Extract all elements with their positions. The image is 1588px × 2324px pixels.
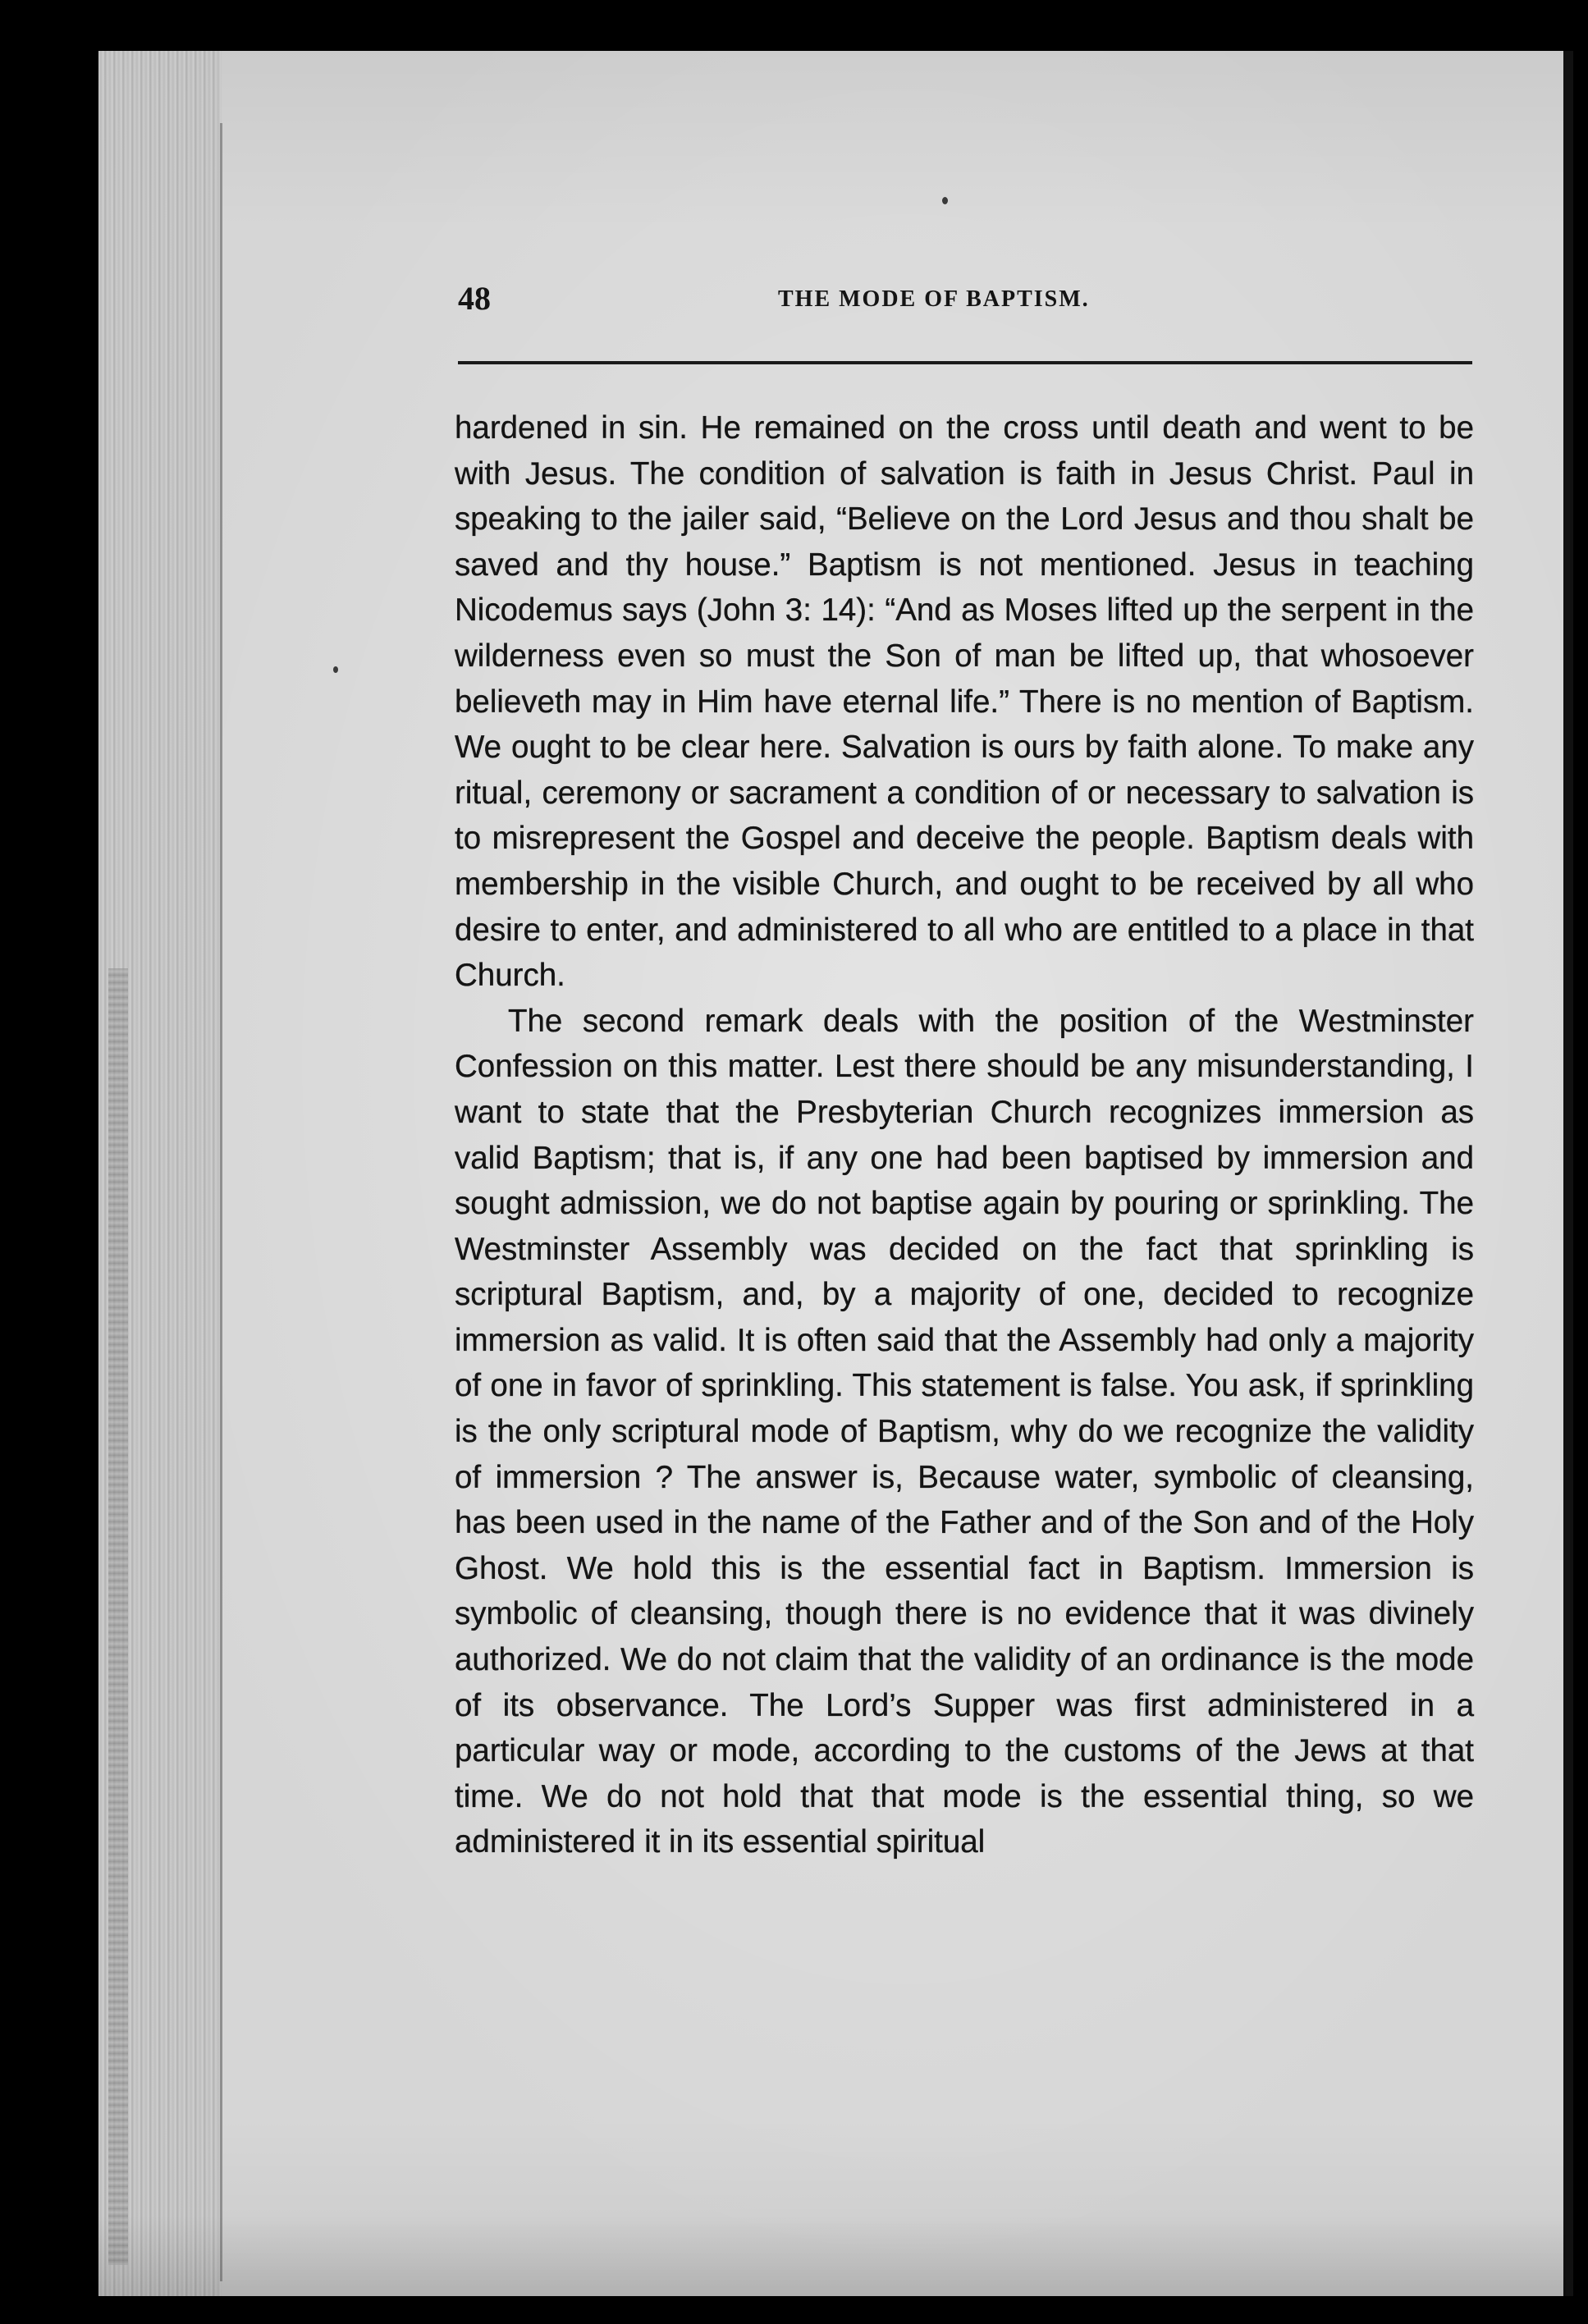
right-edge-shadow (1563, 51, 1573, 2296)
running-head (458, 279, 1472, 323)
page-edge-shadow (108, 968, 128, 2265)
paragraph: hardened in sin. He remained on the cross until death and went to be with Jesus. The condition of salvation is faith in Jesus Christ. Paul in speaking to the jailer said, “Believe on the Lord Jesus and thou shalt be saved and thy house.” Baptism is not mentioned. Jesus in teaching Nicodemus says (John 3: 14): “And as Moses lifted up the serpent in the wilderness even so must the Son of man be lifted up, that whosoever believeth may in Him have eternal life.” There is no mention of Baptism. We ought to be clear here. Salvation is ours by faith alone. To make any ritual, ceremony or sacrament a condition of or necessary to salvation is to misrepresent the Gospel and deceive the people. Baptism deals with membership in the visible Church, and ought to be received by all who desire to enter, and administered to all who are entitled to a place in that Church. (455, 410, 1474, 994)
page-edge-line (220, 123, 222, 2281)
bottom-edge-shade (98, 2216, 1566, 2296)
body-text (455, 405, 1474, 1865)
ink-speck (942, 197, 948, 204)
ink-speck (333, 666, 338, 673)
running-title: THE MODE OF BAPTISM. (778, 286, 1090, 312)
page-number: 48 (458, 280, 491, 317)
paragraph: The second remark deals with the position of the Westminster Confession on this matter. Lest there should be any misunderstanding, I want to state that the Presbyterian Church recognizes immersion as valid Baptism; that is, if any one had been baptised by immersion and sought admission, we do not baptise again by pouring or sprinkling. The Westminster Assembly was decided on the fact that sprinkling is scriptural Baptism, and, by a majority of one, decided to recognize immersion as valid. It is often said that the Assembly had only a majority of one in favor of sprinkling. This statement is false. You ask, if sprinkling is the only scriptural mode of Baptism, why do we recognize the validity of immersion ? The answer is, Because water, symbolic of cleansing, has been used in the name of the Father and of the Son and of the Holy Ghost. We hold this is the essential fact in Baptism. Immersion is symbolic of cleansing, though there is no evidence that it was divinely authorized. We do not claim that the validity of an ordinance is the mode of its observance. The Lord’s Supper was first administered in a particular way or mode, according to the customs of the Jews at that time. We do not hold that that mode is the essential thing, so we administered it in its essential spiritual (455, 1003, 1474, 1860)
header-rule (458, 361, 1472, 364)
